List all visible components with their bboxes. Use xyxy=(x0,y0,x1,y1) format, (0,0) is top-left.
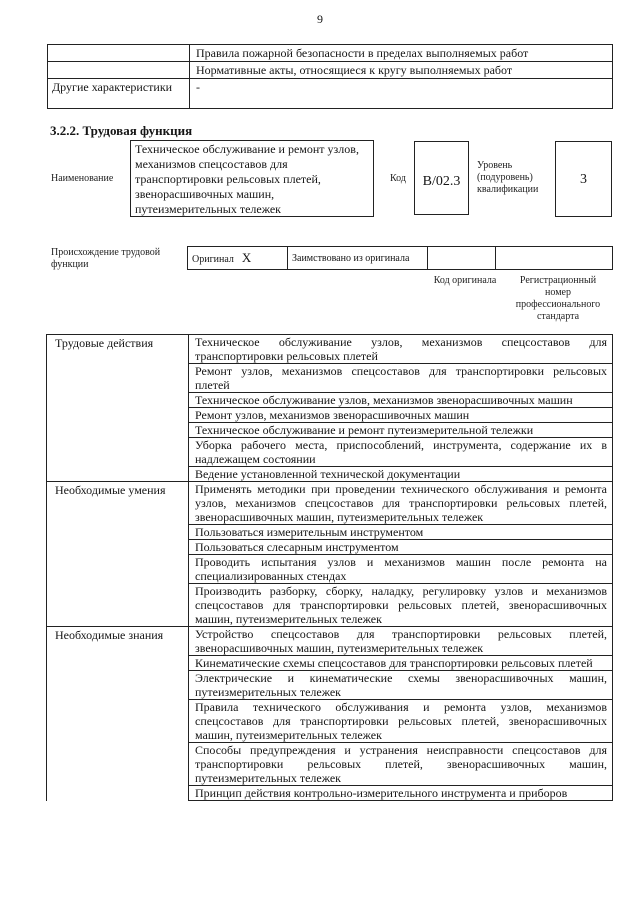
list-item: Производить разборку, сборку, наладку, регулировку узлов и механизмов спецсоставов для транспортировки рельсовых плетей, звенорасшивочных машин, путеизмерительных тележек xyxy=(189,584,613,627)
table-row xyxy=(47,364,613,393)
level-box: 3 xyxy=(555,141,612,217)
list-item: Способы предупреждения и устранения неисправности спецсоставов для транспортировки рельсовых плетей, звенорасшивочных машин, путеизмерительных тележек xyxy=(189,743,613,786)
list-item: Правила технического обслуживания и ремонта узлов, механизмов спецсоставов для транспортировки рельсовых плетей, звенорасшивочных машин, путеизмерительных тележек xyxy=(189,700,613,743)
section-heading: 3.2.2. Трудовая функция xyxy=(50,123,193,138)
function-name-box: Техническое обслуживание и ремонт узлов, механизмов спецсоставов для транспортировки рельсовых плетей, звенорасшивочных машин, путеизмерительных тележек xyxy=(130,140,374,217)
group-label-spacer xyxy=(47,467,189,482)
list-item: Кинематические схемы спецсоставов для транспортировки рельсовых плетей xyxy=(189,656,613,671)
table-row xyxy=(47,584,613,627)
table-row xyxy=(47,671,613,700)
origin-label: Происхождение трудовой функции xyxy=(51,247,161,270)
group-label-spacer xyxy=(47,700,189,743)
reg-number-cell xyxy=(496,247,613,270)
table-row xyxy=(47,700,613,743)
page-number: 9 xyxy=(317,12,323,26)
group-label-spacer xyxy=(47,584,189,627)
group-label-spacer xyxy=(47,364,189,393)
table-row xyxy=(47,423,613,438)
group-label-spacer xyxy=(47,555,189,584)
origin-table xyxy=(187,246,613,270)
group-label-spacer xyxy=(47,393,189,408)
labor-actions-label: Трудовые действия xyxy=(47,335,189,364)
original-cell xyxy=(188,247,288,270)
group-label-spacer xyxy=(47,423,189,438)
list-item: Ремонт узлов, механизмов спецсоставов для транспортировки рельсовых плетей xyxy=(189,364,613,393)
table-row xyxy=(47,393,613,408)
table-row xyxy=(48,45,613,62)
list-item: Пользоваться измерительным инструментом xyxy=(189,525,613,540)
list-item: Техническое обслуживание и ремонт путеизмерительной тележки xyxy=(189,423,613,438)
table-row xyxy=(47,627,613,656)
name-label: Наименование xyxy=(51,173,114,184)
borrowed-cell: Заимствовано из оригинала xyxy=(288,247,428,270)
list-item: Проводить испытания узлов и механизмов машин после ремонта на специализированных стендах xyxy=(189,555,613,584)
top-requirements-table xyxy=(47,44,613,109)
table-row xyxy=(47,335,613,364)
list-item: Принцип действия контрольно-измерительного инструмента и приборов xyxy=(189,786,613,801)
list-item: Электрические и кинематические схемы звенорасшивочных машин, путеизмерительных тележек xyxy=(189,671,613,700)
other-characteristics-label: Другие характеристики xyxy=(48,79,190,109)
original-mark: X xyxy=(241,250,252,265)
group-label-spacer xyxy=(47,540,189,555)
group-label-spacer xyxy=(47,671,189,700)
group-label-spacer xyxy=(47,438,189,467)
table-row xyxy=(47,408,613,423)
code-original-cell xyxy=(428,247,496,270)
table-row xyxy=(47,656,613,671)
table-row xyxy=(47,555,613,584)
table-row xyxy=(48,79,613,109)
group-label-spacer xyxy=(47,656,189,671)
level-label: Уровень (подуровень) квалификации xyxy=(477,160,539,195)
list-item: Пользоваться слесарным инструментом xyxy=(189,540,613,555)
row-text: - xyxy=(190,79,613,109)
table-row xyxy=(47,786,613,801)
list-item: Устройство спецсоставов для транспортировки рельсовых плетей, звенорасшивочных машин, путеизмерительных тележек xyxy=(189,627,613,656)
row-text: Нормативные акты, относящиеся к кругу выполняемых работ xyxy=(190,62,613,79)
required-knowledge-label: Необходимые знания xyxy=(47,627,189,656)
row-text: Правила пожарной безопасности в пределах выполняемых работ xyxy=(190,45,613,62)
table-row xyxy=(47,743,613,786)
table-row xyxy=(48,62,613,79)
group-label-spacer xyxy=(47,786,189,801)
table-row xyxy=(47,438,613,467)
list-item: Ведение установленной технической документации xyxy=(189,467,613,482)
list-item: Техническое обслуживание узлов, механизмов звенорасшивочных машин xyxy=(189,393,613,408)
code-label: Код xyxy=(390,173,406,184)
group-label-spacer xyxy=(47,525,189,540)
row-label xyxy=(48,62,190,79)
list-item: Применять методики при проведении технического обслуживания и ремонта узлов, механизмов спецсоставов для транспортировки рельсовых плетей, звенорасшивочных машин, путеизмерительных тележек xyxy=(189,482,613,525)
table-row xyxy=(47,482,613,525)
list-item: Ремонт узлов, механизмов звенорасшивочных машин xyxy=(189,408,613,423)
group-label-spacer xyxy=(47,408,189,423)
table-row xyxy=(47,525,613,540)
list-item: Техническое обслуживание узлов, механизмов спецсоставов для транспортировки рельсовых плетей xyxy=(189,335,613,364)
group-label-spacer xyxy=(47,743,189,786)
code-box: B/02.3 xyxy=(414,141,469,215)
list-item: Уборка рабочего места, приспособлений, инструмента, содержание их в надлежащем состоянии xyxy=(189,438,613,467)
function-details-table xyxy=(46,334,613,801)
code-original-caption: Код оригинала xyxy=(433,275,497,286)
table-row xyxy=(47,540,613,555)
required-skills-label: Необходимые умения xyxy=(47,482,189,525)
row-label xyxy=(48,45,190,62)
table-row xyxy=(47,467,613,482)
table-row xyxy=(188,247,613,270)
reg-number-caption: Регистрационный номер профессионального стандарта xyxy=(515,275,601,322)
original-label: Оригинал xyxy=(192,254,234,265)
